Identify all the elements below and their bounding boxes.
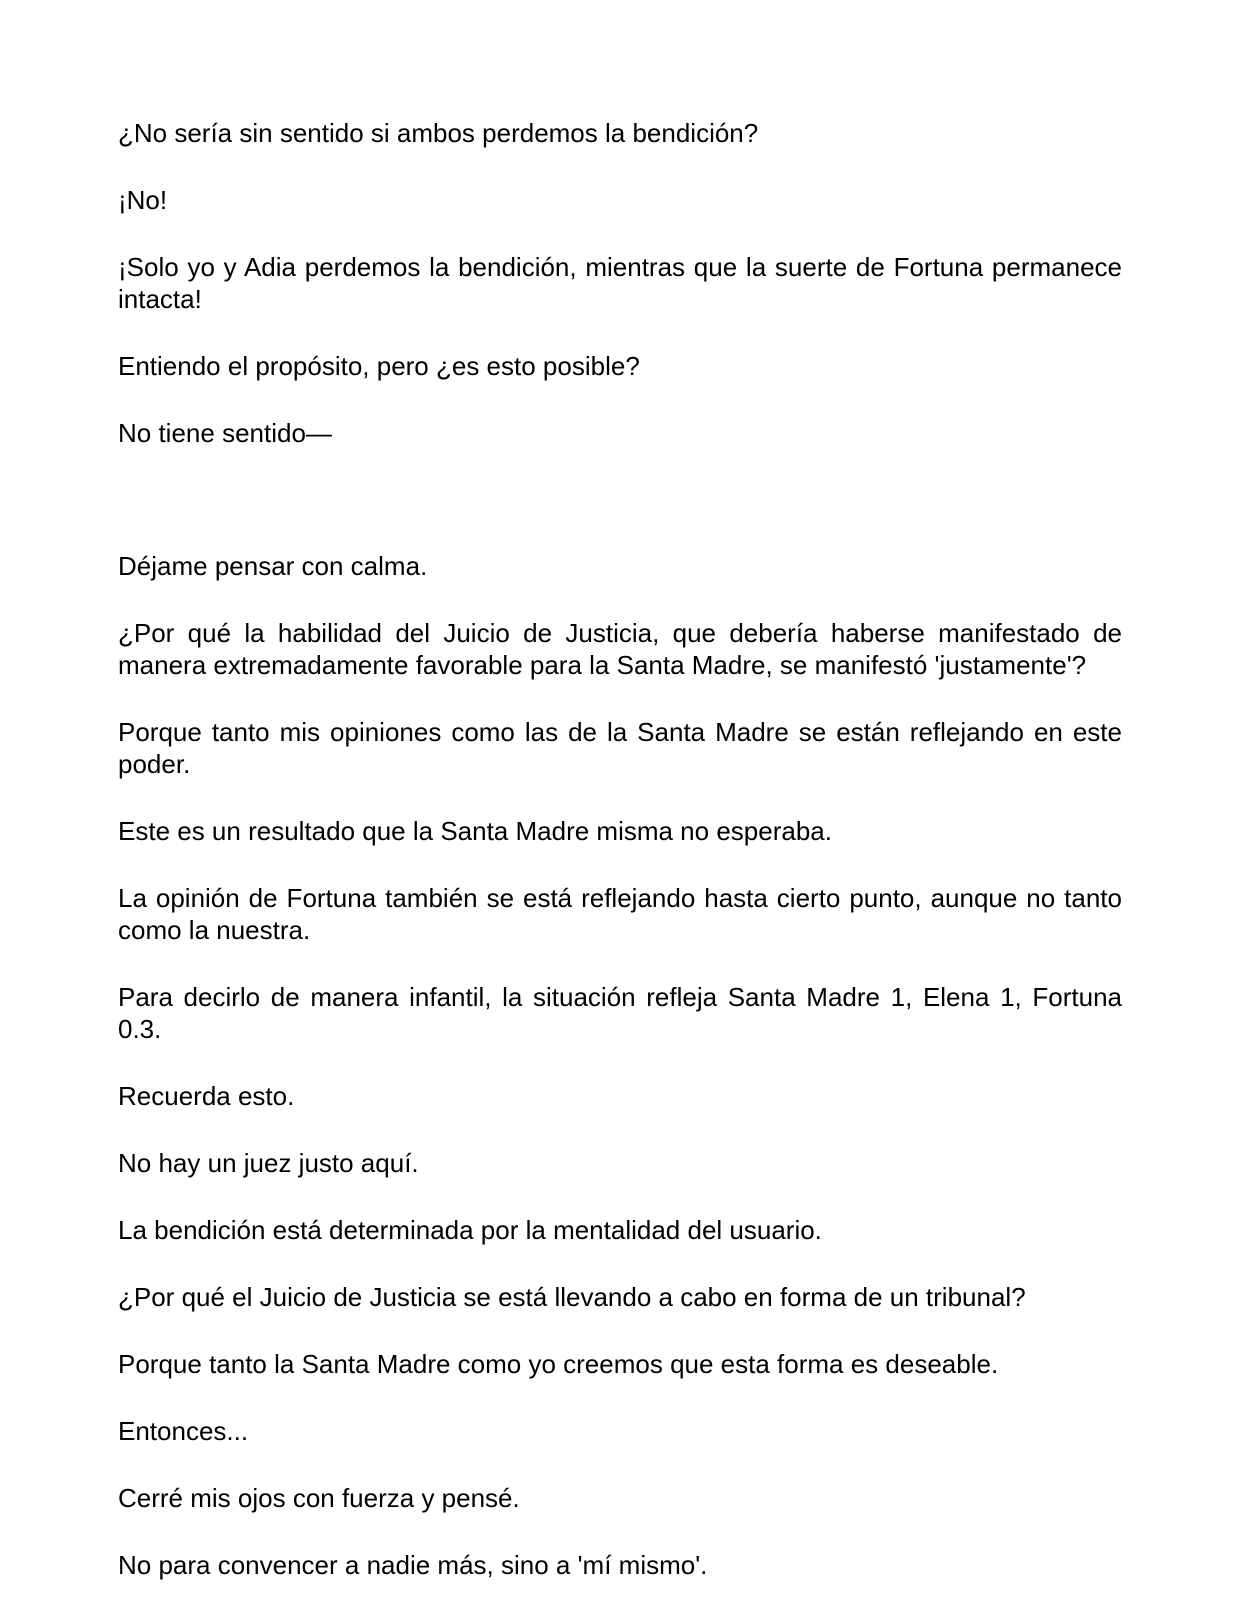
paragraph: No para convencer a nadie más, sino a 'mí mismo'. — [118, 1550, 708, 1580]
paragraph: No hay un juez justo aquí. — [118, 1148, 419, 1178]
paragraph: Cerré mis ojos con fuerza y pensé. — [118, 1483, 520, 1513]
paragraph: ¿No sería sin sentido si ambos perdemos la bendición? — [118, 118, 759, 148]
paragraph: Para decirlo de manera infantil, la situación refleja Santa Madre 1, Elena 1, Fortuna 0.3. — [118, 982, 1122, 1044]
paragraph: Entiendo el propósito, pero ¿es esto posible? — [118, 351, 640, 381]
paragraph: ¿Por qué el Juicio de Justicia se está llevando a cabo en forma de un tribunal? — [118, 1282, 1026, 1312]
paragraph: Porque tanto la Santa Madre como yo creemos que esta forma es deseable. — [118, 1349, 999, 1379]
paragraph: La opinión de Fortuna también se está reflejando hasta cierto punto, aunque no tanto como la nuestra. — [118, 883, 1122, 945]
paragraph: ¿Por qué la habilidad del Juicio de Justicia, que debería haberse manifestado de manera extremadamente favorable para la Santa Madre, se manifestó 'justamente'? — [118, 618, 1122, 680]
paragraph: ¡No! — [118, 185, 168, 215]
document-body — [118, 117, 1122, 1616]
paragraph: No tiene sentido— — [118, 418, 332, 448]
paragraph: Este es un resultado que la Santa Madre misma no esperaba. — [118, 816, 832, 846]
paragraph: Déjame pensar con calma. — [118, 551, 428, 581]
paragraph: La bendición está determinada por la mentalidad del usuario. — [118, 1215, 822, 1245]
paragraph: Entonces... — [118, 1416, 249, 1446]
paragraph: Recuerda esto. — [118, 1081, 295, 1111]
paragraph: ¡Solo yo y Adia perdemos la bendición, mientras que la suerte de Fortuna permanece intacta! — [118, 252, 1122, 314]
paragraph: Porque tanto mis opiniones como las de la Santa Madre se están reflejando en este poder. — [118, 717, 1122, 779]
